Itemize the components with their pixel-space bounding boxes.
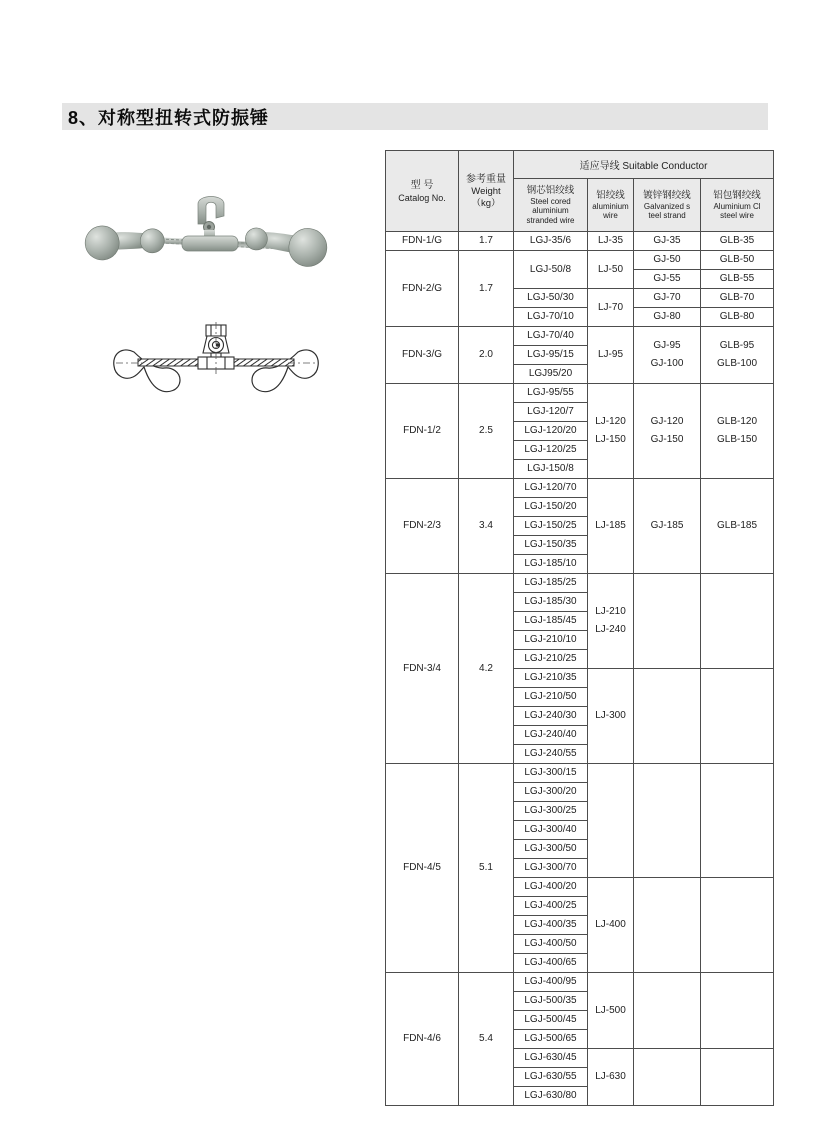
cell-glb: GLB-55: [701, 270, 774, 289]
cell-weight: 3.4: [459, 479, 514, 574]
cell-gj: [634, 669, 701, 764]
cell-lgj: LGJ-210/10: [514, 631, 588, 650]
cell-lgj: LGJ-240/55: [514, 745, 588, 764]
header-weight: 参考重量 Weight （kg）: [459, 151, 514, 232]
cell-lgj: LGJ-120/70: [514, 479, 588, 498]
cell-lgj: LGJ-210/35: [514, 669, 588, 688]
cell-glb: GLB-50: [701, 251, 774, 270]
table-header: [386, 151, 774, 232]
cell-lj: LJ-630: [588, 1049, 634, 1106]
cell-lj: LJ-210 LJ-240: [588, 574, 634, 669]
cell-lgj: LGJ-50/30: [514, 289, 588, 308]
cell-glb: GLB-95 GLB-100: [701, 327, 774, 384]
cell-lgj: LGJ-210/50: [514, 688, 588, 707]
cell-lgj: LGJ95/20: [514, 365, 588, 384]
cell-glb: [701, 764, 774, 878]
cell-lj: LJ-300: [588, 669, 634, 764]
cell-glb: [701, 973, 774, 1049]
cell-lgj: LGJ-630/80: [514, 1087, 588, 1106]
damper-line-drawing: [110, 322, 322, 404]
cell-gj: GJ-80: [634, 308, 701, 327]
cell-lgj: LGJ-400/95: [514, 973, 588, 992]
cell-lgj: LGJ-300/70: [514, 859, 588, 878]
cell-lgj: LGJ-300/40: [514, 821, 588, 840]
cell-lj: LJ-120 LJ-150: [588, 384, 634, 479]
table-row: [386, 479, 774, 498]
cell-lgj: LGJ-35/6: [514, 232, 588, 251]
cell-catalog-no: FDN-3/4: [386, 574, 459, 764]
cell-weight: 4.2: [459, 574, 514, 764]
header-aluminium-wire: 铝绞线 aluminium wire: [588, 179, 634, 232]
cell-lgj: LGJ-240/40: [514, 726, 588, 745]
section-title: 8、对称型扭转式防振锤: [68, 107, 270, 128]
table-row: [386, 764, 774, 783]
cell-gj: GJ-55: [634, 270, 701, 289]
cell-catalog-no: FDN-2/G: [386, 251, 459, 327]
cell-catalog-no: FDN-2/3: [386, 479, 459, 574]
cell-gj: GJ-120 GJ-150: [634, 384, 701, 479]
cell-lgj: LGJ-120/7: [514, 403, 588, 422]
cell-lgj: LGJ-400/65: [514, 954, 588, 973]
header-steel-cored-aluminium: 钢芯铝绞线 Steel cored aluminium stranded wire: [514, 179, 588, 232]
cell-lgj: LGJ-120/25: [514, 441, 588, 460]
cell-lgj: LGJ-500/45: [514, 1011, 588, 1030]
cell-lgj: LGJ-300/50: [514, 840, 588, 859]
cell-weight: 2.0: [459, 327, 514, 384]
cell-lgj: LGJ-630/45: [514, 1049, 588, 1068]
cell-lgj: LGJ-400/25: [514, 897, 588, 916]
cell-lgj: LGJ-300/25: [514, 802, 588, 821]
table-row: [386, 232, 774, 251]
cell-glb: GLB-80: [701, 308, 774, 327]
damper-spec-table: [385, 150, 774, 1106]
cell-lgj: LGJ-210/25: [514, 650, 588, 669]
cell-lgj: LGJ-500/65: [514, 1030, 588, 1049]
damper-photo: [76, 190, 348, 276]
cell-lgj: LGJ-185/25: [514, 574, 588, 593]
cell-lj: LJ-500: [588, 973, 634, 1049]
cell-gj: [634, 1049, 701, 1106]
cell-weight: 1.7: [459, 251, 514, 327]
cell-lj: LJ-400: [588, 878, 634, 973]
header-suitable-conductor: 适应导线 Suitable Conductor: [514, 151, 774, 179]
cell-glb: GLB-185: [701, 479, 774, 574]
cell-weight: 5.4: [459, 973, 514, 1106]
cell-lgj: LGJ-240/30: [514, 707, 588, 726]
cell-lgj: LGJ-185/10: [514, 555, 588, 574]
header-catalog-no: 型 号 Catalog No.: [386, 151, 459, 232]
cell-glb: [701, 669, 774, 764]
cell-lgj: LGJ-400/20: [514, 878, 588, 897]
cell-glb: [701, 1049, 774, 1106]
cell-lgj: LGJ-70/10: [514, 308, 588, 327]
cell-gj: GJ-70: [634, 289, 701, 308]
header-aluminium-clad-steel-wire: 铝包钢绞线 Aluminium Cl steel wire: [701, 179, 774, 232]
cell-lgj: LGJ-400/50: [514, 935, 588, 954]
cell-lgj: LGJ-150/25: [514, 517, 588, 536]
section-title-bar: [62, 103, 768, 130]
cell-lj: LJ-35: [588, 232, 634, 251]
cell-lj: LJ-70: [588, 289, 634, 327]
cell-catalog-no: FDN-3/G: [386, 327, 459, 384]
header-galvanized-steel-strand: 镀锌钢绞线 Galvanized s teel strand: [634, 179, 701, 232]
cell-catalog-no: FDN-1/G: [386, 232, 459, 251]
cell-glb: GLB-35: [701, 232, 774, 251]
cell-weight: 5.1: [459, 764, 514, 973]
cell-gj: [634, 764, 701, 878]
cell-lgj: LGJ-300/20: [514, 783, 588, 802]
cell-gj: GJ-185: [634, 479, 701, 574]
table-row: [386, 384, 774, 403]
cell-gj: GJ-50: [634, 251, 701, 270]
cell-glb: GLB-70: [701, 289, 774, 308]
cell-gj: [634, 878, 701, 973]
table-row: [386, 251, 774, 270]
cell-weight: 1.7: [459, 232, 514, 251]
cell-catalog-no: FDN-4/5: [386, 764, 459, 973]
cell-glb: [701, 878, 774, 973]
cell-lgj: LGJ-70/40: [514, 327, 588, 346]
cell-lgj: LGJ-150/20: [514, 498, 588, 517]
cell-lgj: LGJ-120/20: [514, 422, 588, 441]
cell-glb: GLB-120 GLB-150: [701, 384, 774, 479]
cell-lgj: LGJ-95/15: [514, 346, 588, 365]
cell-lj: [588, 764, 634, 878]
cell-lgj: LGJ-150/35: [514, 536, 588, 555]
table-row: [386, 574, 774, 593]
cell-glb: [701, 574, 774, 669]
table-row: [386, 327, 774, 346]
cell-gj: [634, 574, 701, 669]
cell-lgj: LGJ-95/55: [514, 384, 588, 403]
cell-lgj: LGJ-185/30: [514, 593, 588, 612]
table-row: [386, 973, 774, 992]
cell-lgj: LGJ-300/15: [514, 764, 588, 783]
cell-lj: LJ-50: [588, 251, 634, 289]
cell-lgj: LGJ-50/8: [514, 251, 588, 289]
cell-catalog-no: FDN-1/2: [386, 384, 459, 479]
cell-catalog-no: FDN-4/6: [386, 973, 459, 1106]
cell-weight: 2.5: [459, 384, 514, 479]
cell-lgj: LGJ-500/35: [514, 992, 588, 1011]
table-body: [386, 232, 774, 1106]
cell-lj: LJ-95: [588, 327, 634, 384]
cell-lgj: LGJ-185/45: [514, 612, 588, 631]
cell-lgj: LGJ-400/35: [514, 916, 588, 935]
cell-lj: LJ-185: [588, 479, 634, 574]
cell-lgj: LGJ-150/8: [514, 460, 588, 479]
cell-gj: GJ-95 GJ-100: [634, 327, 701, 384]
cell-lgj: LGJ-630/55: [514, 1068, 588, 1087]
cell-gj: [634, 973, 701, 1049]
cell-gj: GJ-35: [634, 232, 701, 251]
